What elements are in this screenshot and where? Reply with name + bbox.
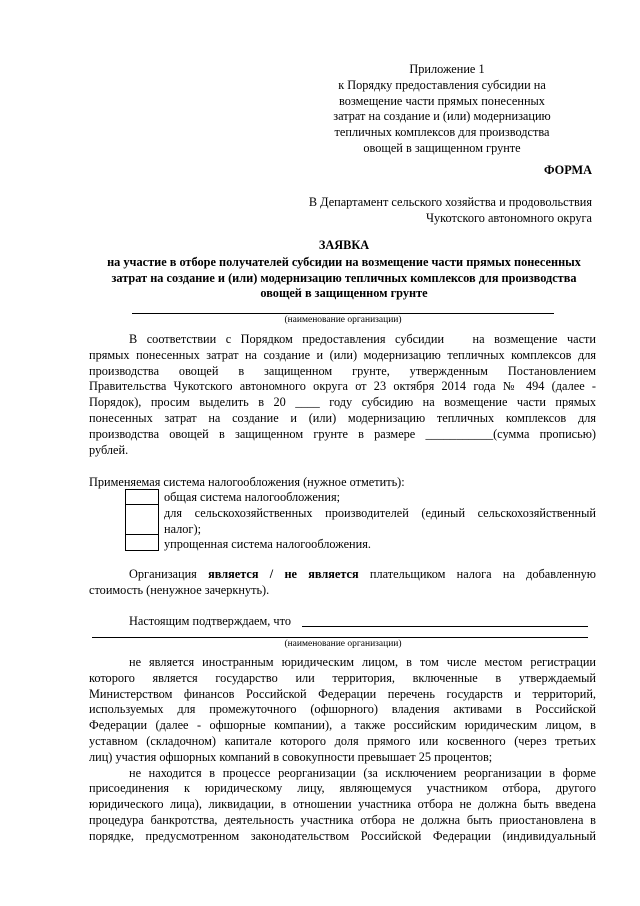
intro-line: В соответствии с Порядком предоставления субсидии на возмещение части xyxy=(129,332,596,346)
recipient-line: В Департамент сельского хозяйства и продовольствия xyxy=(308,195,592,209)
condition-line: лиц) участия офшорных компаний в совокупности превышает 25 процентов; xyxy=(89,749,493,764)
condition-line: процедура банкротства, деятельность участника отбора не должна быть приостановлена в xyxy=(89,812,596,827)
vat-sep: / xyxy=(258,567,285,581)
condition-line: используемых для промежуточного (офшорного) владения активами в Российской xyxy=(89,702,596,717)
heading-line: на участие в отборе получателей субсидии на возмещение части прямых понесенных xyxy=(107,254,581,269)
heading-line: затрат на создание и (или) модернизацию тепличных комплексов для производства xyxy=(111,270,577,285)
vat-paragraph xyxy=(89,567,596,599)
vat-line: стоимость (ненужное зачеркнуть). xyxy=(89,582,270,597)
condition-line: не является иностранным юридическим лицом, в том числе местом регистрации xyxy=(129,655,596,669)
org-name-line-2[interactable] xyxy=(92,637,588,638)
appendix-title: Приложение 1 xyxy=(409,62,485,76)
tax-option-checkbox[interactable] xyxy=(125,489,159,505)
tax-option-label: общая система налогообложения; xyxy=(164,490,341,504)
intro-line: Правительства Чукотского автономного округа от 23 октября 2014 года № 494 (далее - xyxy=(89,379,596,394)
org-name-line[interactable] xyxy=(132,313,554,314)
vat-is-not[interactable]: не является xyxy=(284,567,359,581)
intro-line: рублей. xyxy=(89,442,129,457)
heading-block xyxy=(86,238,602,302)
tax-option-label xyxy=(164,506,596,538)
vat-is[interactable]: является xyxy=(208,567,259,581)
confirm-fill-line[interactable] xyxy=(302,626,588,627)
org-caption-2: (наименование организации) xyxy=(284,639,402,649)
appendix-line: к Порядку предоставления субсидии на xyxy=(338,77,546,92)
intro-line: производства овощей в защищенном грунте в размере ___________(сумма прописью) xyxy=(89,426,596,441)
condition-line: порядке, предусмотренном законодательством Российской Федерации (индивидуальный xyxy=(89,828,596,843)
heading-line: овощей в защищенном грунте xyxy=(260,286,428,301)
conditions-block xyxy=(89,655,596,845)
condition-line: Министерством финансов Российской Федерации перечень государств и территорий, xyxy=(89,686,596,701)
appendix-line: овощей в защищенном грунте xyxy=(363,140,521,155)
heading-title: ЗАЯВКА xyxy=(318,238,370,252)
condition-line: юридического лица), ликвидации, в отношении участника отбора не должна быть введена xyxy=(89,797,596,812)
tax-option-checkbox[interactable] xyxy=(125,504,159,535)
intro-paragraph xyxy=(89,332,596,458)
appendix-line: возмещение части прямых понесенных xyxy=(339,93,545,108)
tax-label: Применяемая система налогообложения (нужное отметить): xyxy=(89,475,405,489)
condition-line: которого является государство или территория, включенные в утверждаемый xyxy=(89,670,596,685)
tax-option-label: упрощенная система налогообложения. xyxy=(164,537,371,551)
intro-line: прямых понесенных затрат на создание и (или) модернизацию тепличных комплексов для xyxy=(89,347,596,362)
form-label: ФОРМА xyxy=(543,163,592,177)
appendix-line: затрат на создание и (или) модернизацию xyxy=(333,109,551,124)
appendix-line: тепличных комплексов для производства xyxy=(334,125,550,140)
vat-suffix: плательщиком налога на добавленную xyxy=(358,567,596,581)
vat-prefix: Организация xyxy=(129,567,209,581)
intro-line: понесенных затрат на создание и (или) модернизацию тепличных комплексов для xyxy=(89,410,596,425)
recipient-line: Чукотского автономного округа xyxy=(426,210,592,225)
recipient-block xyxy=(272,195,592,227)
intro-line: производства овощей в защищенном грунте, утвержденным Постановлением xyxy=(89,363,596,378)
org-caption: (наименование организации) xyxy=(284,315,402,325)
appendix-block xyxy=(300,62,584,157)
tax-option-line: налог); xyxy=(164,521,201,536)
condition-line: уставном (складочном) капитале которого доля прямого или косвенного (через третьих xyxy=(89,733,596,748)
tax-option-checkbox[interactable] xyxy=(125,534,159,551)
intro-line: Порядок), просим выделить в 20 ____ году субсидию на возмещение части прямых xyxy=(89,395,596,410)
condition-line: не находится в процессе реорганизации (за исключением реорганизации в форме xyxy=(129,765,596,780)
tax-option-line: для сельскохозяйственных производителей (единый сельскохозяйственный xyxy=(164,506,596,520)
vat-line xyxy=(89,567,596,583)
condition-line: Федерации (далее - офшорные компании), а также российским юридическим лицом, в xyxy=(89,718,596,733)
confirm-text: Настоящим подтверждаем, что xyxy=(129,614,291,628)
condition-line: присоединения к юридическому лицу, являющемуся участником отбора, другого xyxy=(89,781,596,796)
